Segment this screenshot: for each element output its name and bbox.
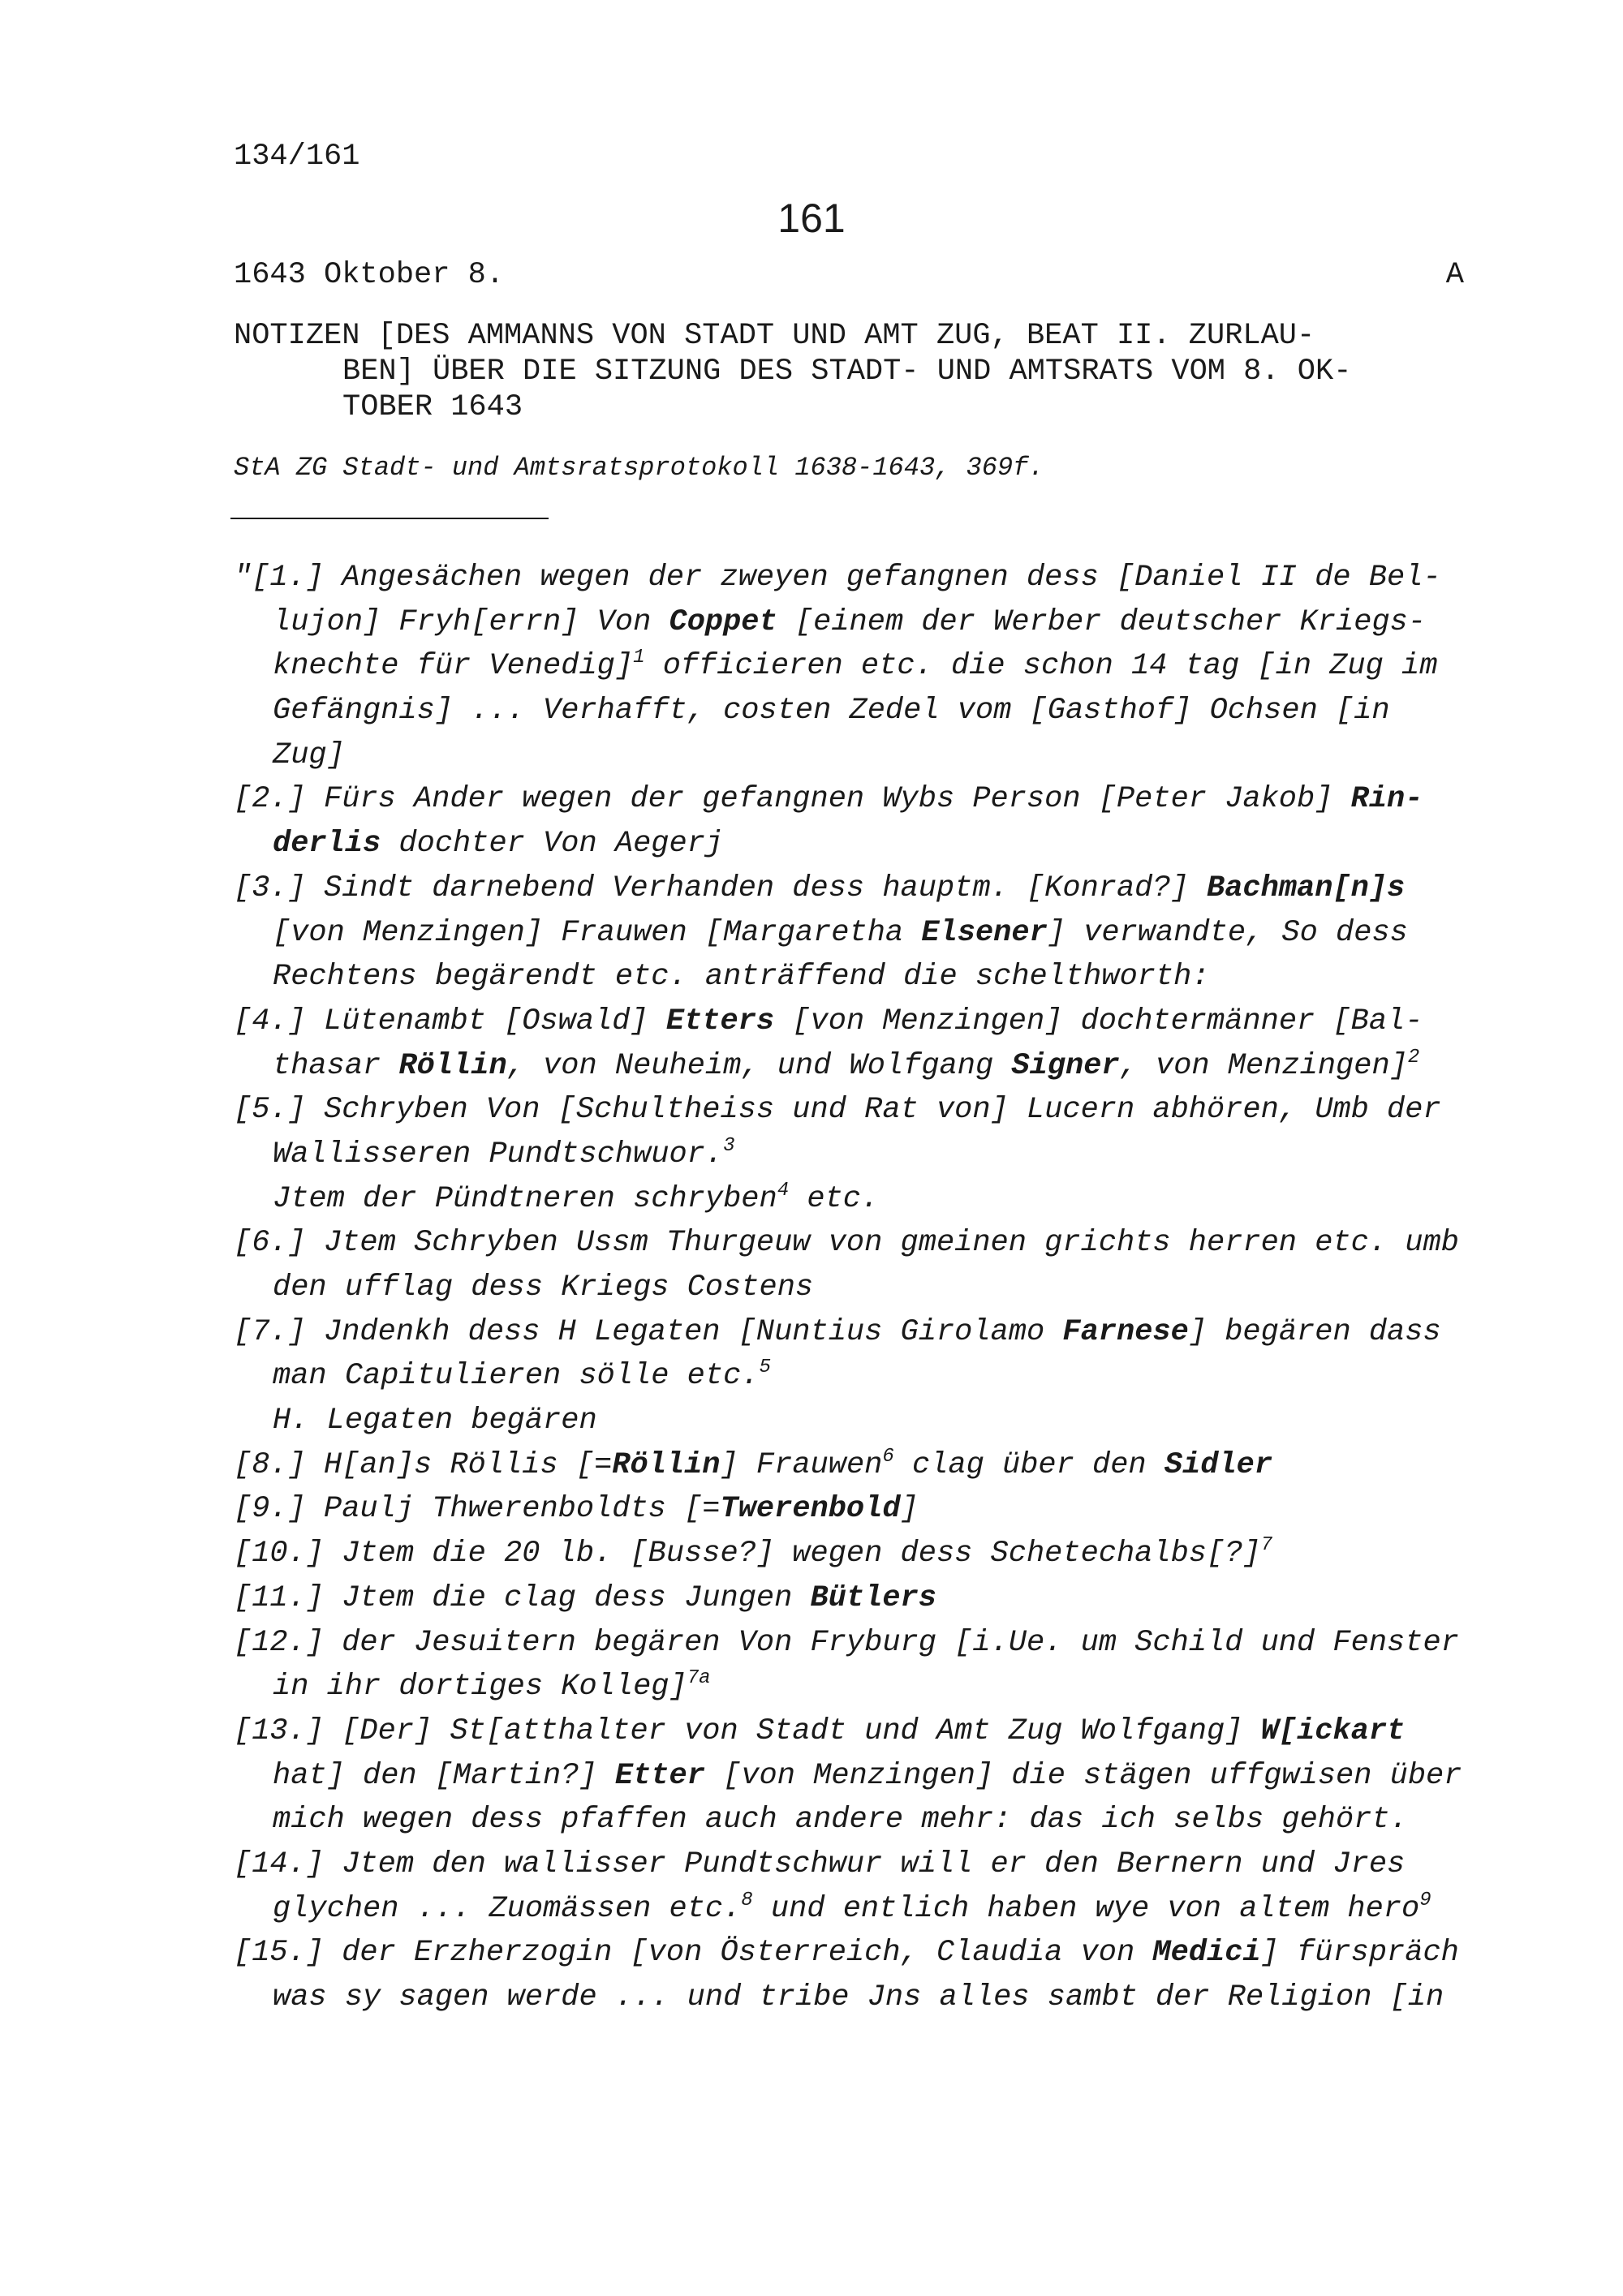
footnote-ref: 5 bbox=[759, 1357, 771, 1379]
text-line: Zug] bbox=[273, 737, 345, 772]
text-line: thasar Röllin, von Neuheim, und Wolfgang Signer, von Menzingen]$^2$ bbox=[273, 1046, 1420, 1083]
text-line: Jtem der Pündtneren schryben$^4$ etc. bbox=[273, 1179, 880, 1216]
separator-rule bbox=[230, 518, 549, 519]
footnote-ref: 9 bbox=[1419, 1889, 1431, 1911]
document-title bbox=[234, 318, 1467, 425]
document-letter: A bbox=[1445, 258, 1464, 292]
bold-name: Sidler bbox=[1164, 1447, 1273, 1482]
text-line: H. Legaten begären bbox=[273, 1404, 597, 1438]
bold-name: Farnese bbox=[1062, 1314, 1189, 1349]
bold-name: derlis bbox=[273, 827, 381, 862]
bold-name: W[ickart bbox=[1260, 1713, 1406, 1748]
text-line: [3.] Sindt darnebend Verhanden dess hauptm. [Konrad?] Bachman[n]s bbox=[234, 871, 1406, 905]
text-line: mich wegen dess pfaffen auch andere mehr: das ich selbs gehört. bbox=[273, 1803, 1408, 1838]
title-line: BEN] ÜBER DIE SITZUNG DES STADT- UND AMTSRATS VOM 8. OK- bbox=[342, 355, 1352, 389]
text-line: [14.] Jtem den wallisser Pundtschwur will er den Bernern und Jres bbox=[234, 1847, 1406, 1881]
text-line: [15.] der Erzherzogin [von Österreich, Claudia von Medici] fürspräch bbox=[234, 1936, 1459, 1971]
text-line: [6.] Jtem Schryben Ussm Thurgeuw von gmeinen grichts herren etc. umb bbox=[234, 1226, 1459, 1261]
footnote-ref: 8 bbox=[741, 1889, 753, 1911]
text-line: Gefängnis] ... Verhafft, costen Zedel vom [Gasthof] Ochsen [in bbox=[273, 694, 1390, 729]
text-line: [11.] Jtem die clag dess Jungen Bütlers bbox=[234, 1580, 936, 1615]
bold-name: Coppet bbox=[669, 604, 777, 639]
text-line: [5.] Schryben Von [Schultheiss und Rat von] Lucern abhören, Umb der bbox=[234, 1093, 1441, 1128]
text-line: knechte für Venedig]$^1$ officieren etc. die schon 14 tag [in Zug im bbox=[273, 647, 1438, 684]
bold-name: Rin- bbox=[1350, 782, 1423, 817]
text-line: Rechtens begärendt etc. anträffend die schelthworth: bbox=[273, 960, 1210, 995]
footnote-ref: 7 bbox=[1260, 1534, 1273, 1557]
bold-name: Röllin bbox=[612, 1447, 721, 1482]
footnote-ref: 2 bbox=[1407, 1046, 1420, 1068]
text-line: "[1.] Angesächen wegen der zweyen gefangnen dess [Daniel II de Bel- bbox=[234, 561, 1441, 595]
title-line: NOTIZEN [DES AMMANNS VON STADT UND AMT ZUG, BEAT II. ZURLAU- bbox=[234, 319, 1315, 353]
text-line: lujon] Fryh[errn] Von Coppet [einem der Werber deutscher Kriegs- bbox=[273, 604, 1427, 639]
text-line: hat] den [Martin?] Etter [von Menzingen] die stägen uffgwisen über bbox=[273, 1758, 1462, 1793]
text-line: [4.] Lütenambt [Oswald] Etters [von Menzingen] dochtermänner [Bal- bbox=[234, 1004, 1423, 1038]
bold-name: Medici bbox=[1152, 1936, 1261, 1971]
text-line: was sy sagen werde ... und tribe Jns alles sambt der Religion [in bbox=[273, 1980, 1444, 2014]
archival-source: StA ZG Stadt- und Amtsratsprotokoll 1638-1643, 369f. bbox=[234, 453, 1044, 483]
bold-name: Elsener bbox=[921, 915, 1048, 950]
bold-name: Röllin bbox=[398, 1048, 507, 1083]
text-line: [8.] H[an]s Röllis [=Röllin] Frauwen$^6$ clag über den Sidler bbox=[234, 1445, 1273, 1482]
text-line: man Capitulieren sölle etc.$^5$ bbox=[273, 1357, 771, 1394]
text-line: [10.] Jtem die 20 lb. [Busse?] wegen dess Schetechalbs[?]$^7$ bbox=[234, 1534, 1273, 1572]
bold-name: Etters bbox=[665, 1004, 775, 1038]
bold-name: Twerenbold bbox=[720, 1492, 901, 1527]
text-line: derlis dochter Von Aegerj bbox=[273, 827, 724, 862]
footnote-ref: 3 bbox=[723, 1134, 735, 1157]
footnote-ref: 6 bbox=[882, 1445, 894, 1468]
document-number: 161 bbox=[777, 196, 846, 241]
bold-name: Bütlers bbox=[810, 1580, 936, 1615]
text-line: [7.] Jndenkh dess H Legaten [Nuntius Girolamo Farnese] begären dass bbox=[234, 1314, 1441, 1349]
text-line: in ihr dortiges Kolleg]$^{7a}$ bbox=[273, 1667, 711, 1705]
footnote-ref: 1 bbox=[633, 647, 645, 669]
text-line: [2.] Fürs Ander wegen der gefangnen Wybs Person [Peter Jakob] Rin- bbox=[234, 782, 1423, 817]
text-line: Wallisseren Pundtschwuor.$^3$ bbox=[273, 1134, 735, 1172]
footnote-ref: 4 bbox=[777, 1179, 790, 1202]
text-line: [13.] [Der] St[atthalter von Stadt und Amt Zug Wolfgang] W[ickart bbox=[234, 1713, 1406, 1748]
bold-name: Bachman[n]s bbox=[1207, 871, 1406, 905]
text-line: [12.] der Jesuitern begären Von Fryburg [i.Ue. um Schild und Fenster bbox=[234, 1625, 1459, 1660]
document-body bbox=[234, 556, 1483, 2020]
text-line: [von Menzingen] Frauwen [Margaretha Elsener] verwandte, So dess bbox=[273, 915, 1408, 950]
footnote-ref: 7a bbox=[687, 1667, 711, 1690]
text-line: den ufflag dess Kriegs Costens bbox=[273, 1271, 814, 1305]
title-line: TOBER 1643 bbox=[342, 390, 523, 424]
text-line: glychen ... Zuomässen etc.$^8$ und entlich haben wye von altem hero$^9$ bbox=[273, 1889, 1431, 1926]
document-date: 1643 Oktober 8. bbox=[234, 258, 505, 292]
bold-name: Signer bbox=[1011, 1048, 1120, 1083]
page-reference: 134/161 bbox=[234, 140, 360, 174]
bold-name: Etter bbox=[614, 1758, 705, 1793]
text-line: [9.] Paulj Thwerenboldts [=Twerenbold] bbox=[234, 1492, 919, 1527]
